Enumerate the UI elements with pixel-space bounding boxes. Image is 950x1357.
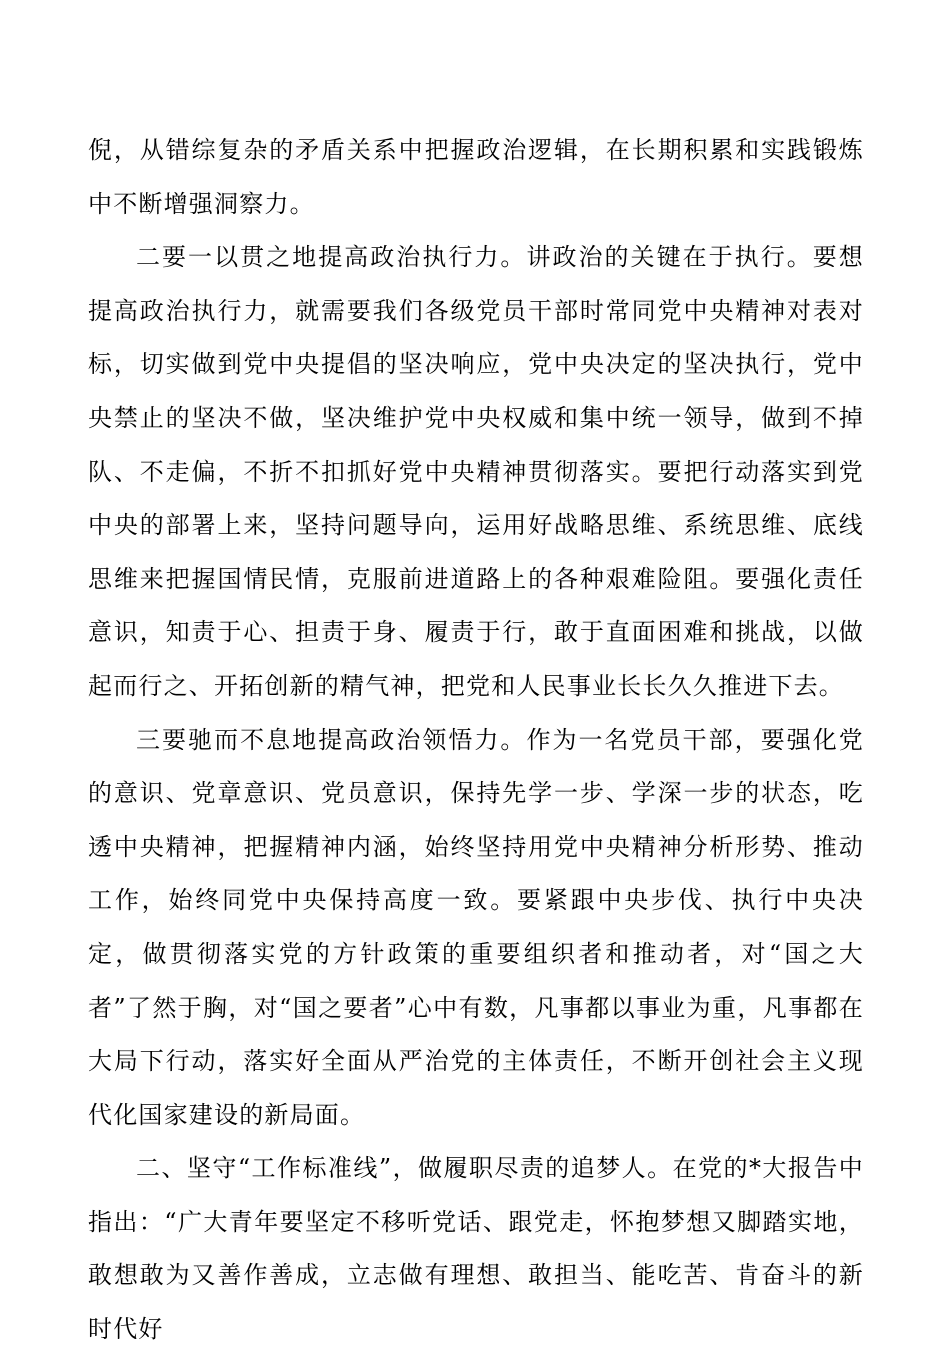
paragraph-political-execution: 二要一以贯之地提高政治执行力。讲政治的关键在于执行。要想提高政治执行力，就需要我们各级党员干部时常同党中央精神对表对标，切实做到党中央提倡的坚决响应，党中央决定的坚决执行，党中央禁止的坚决不做，坚决维护党中央权威和集中统一领导，做到不掉队、不走偏，不折不扣抓好党中央精神贯彻落实。要把行动落实到党中央的部署上来，坚持问题导向，运用好战略思维、系统思维、底线思维来把握国情民情，克服前进道路上的各种艰难险阻。要强化责任意识，知责于心、担责于身、履责于行，敢于直面困难和挑战，以做起而行之、开拓创新的精气神，把党和人民事业长长久久推进下去。 xyxy=(88,243,864,700)
document-body xyxy=(88,124,864,1357)
paragraph-political-understanding: 三要驰而不息地提高政治领悟力。作为一名党员干部，要强化党的意识、党章意识、党员意识，保持先学一步、学深一步的状态，吃透中央精神，把握精神内涵，始终坚持用党中央精神分析形势、推动工作，始终同党中央保持高度一致。要紧跟中央步伐、执行中央决定，做贯彻落实党的方针政策的重要组织者和推动者，对“国之大者”了然于胸，对“国之要者”心中有数，凡事都以事业为重，凡事都在大局下行动，落实好全面从严治党的主体责任，不断开创社会主义现代化国家建设的新局面。 xyxy=(88,725,864,1129)
paragraph-continuation: 倪，从错综复杂的矛盾关系中把握政治逻辑，在长期积累和实践锻炼中不断增强洞察力。 xyxy=(88,136,864,218)
paragraph-work-standard: 二、坚守“工作标准线”，做履职尽责的追梦人。在党的*大报告中指出：“广大青年要坚定不移听党话、跟党走，怀抱梦想又脚踏实地，敢想敢为又善作善成，立志做有理想、敢担当、能吃苦、肯奋斗的新时代好 xyxy=(88,1154,864,1344)
